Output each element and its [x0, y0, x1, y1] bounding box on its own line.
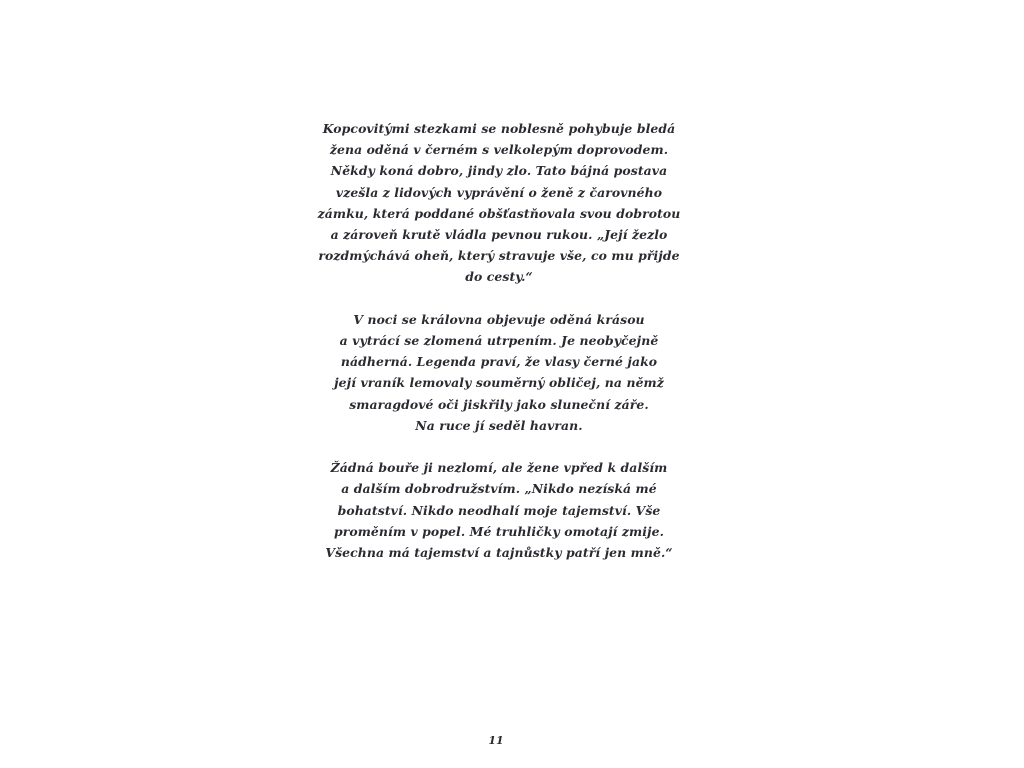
text-block — [312, 118, 686, 584]
text-line: Všechna má tajemství a tajnůstky patří jen mně.“ — [325, 545, 673, 561]
paragraph-1 — [312, 118, 686, 288]
text-line: nádherná. Legenda praví, že vlasy černé jako — [340, 354, 658, 370]
text-line: Na ruce jí seděl havran. — [415, 417, 583, 433]
text-line: její vraník lemovaly souměrný obličej, na němž — [334, 375, 664, 391]
text-line: smaragdové oči jiskřily jako sluneční záře. — [349, 396, 649, 412]
text-line: bohatství. Nikdo neodhalí moje tajemství. Vše — [337, 502, 661, 518]
text-line: žena oděná v černém s velkolepým doprovodem. — [329, 142, 669, 158]
text-line: Kopcovitými stezkami se noblesně pohybuje bledá — [322, 121, 676, 136]
text-line: a zároveň krutě vládla pevnou rukou. „Její žezlo — [330, 227, 668, 243]
text-line: do cesty.“ — [465, 269, 533, 285]
text-line: Žádná bouře ji nezlomí, ale žene vpřed k dalším — [330, 460, 668, 476]
text-line: V noci se královna objevuje oděná krásou — [353, 311, 645, 327]
text-line: vzešla z lidových vyprávění o ženě z čarovného — [335, 184, 663, 200]
text-line: rozdmýchává oheň, který stravuje vše, co mu přijde — [318, 248, 680, 264]
paragraph-2 — [312, 309, 686, 436]
text-line: proměním v popel. Mé truhličky omotají zmije. — [333, 523, 665, 539]
paragraph-3 — [312, 457, 686, 563]
text-line: Někdy koná dobro, jindy zlo. Tato bájná postava — [330, 163, 668, 179]
text-line: a vytrácí se zlomená utrpením. Je neobyčejně — [339, 333, 659, 349]
page-number: 11 — [488, 734, 504, 747]
text-line: a dalším dobrodružstvím. „Nikdo nezíská mé — [341, 481, 657, 497]
text-line: zámku, která poddané obšťastňovala svou dobrotou — [317, 205, 681, 221]
